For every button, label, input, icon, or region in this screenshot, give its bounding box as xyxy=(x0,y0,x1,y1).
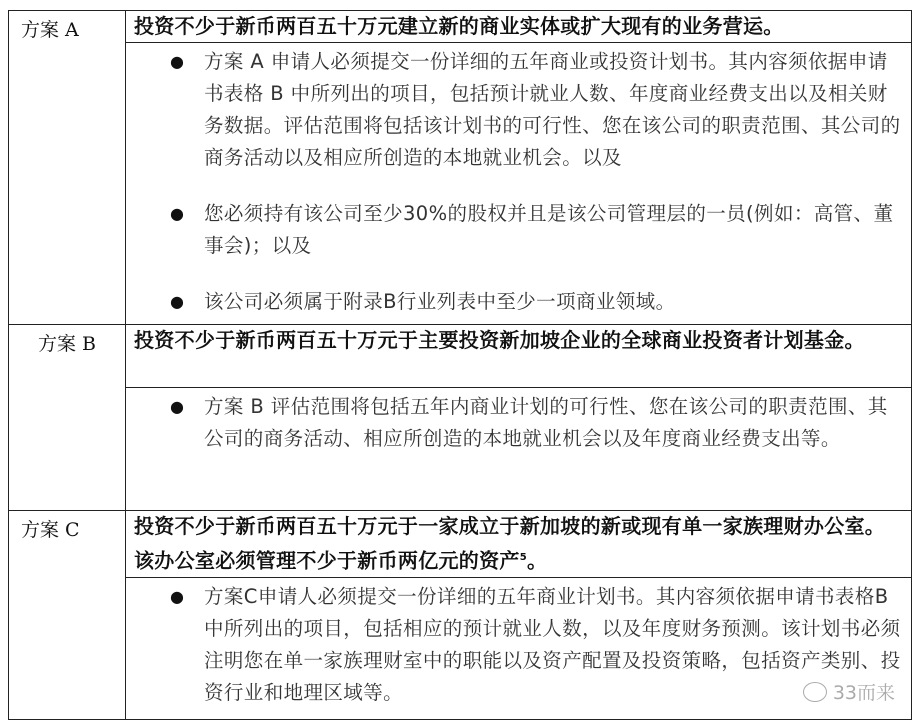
list-item: ● 方案C申请人必须提交一份详细的五年商业计划书。其内容须依据申请书表格B中所列出的项目，包括相应的预计就业人数，以及年度财务预测。该计划书必须注明您在单一家族理财室中的职能以及资产配置及投资策略，包括资产类别、投资行业和地理区域等。 xyxy=(126,581,901,709)
option-b-label: 方案 B xyxy=(9,325,126,511)
list-item: ● 方案 B 评估范围将包括五年内商业计划的可行性、您在该公司的职责范围、其公司的商务活动、相应所创造的本地就业机会以及年度商业经费支出等。 xyxy=(126,391,901,455)
watermark: 33而来 xyxy=(803,678,895,705)
list-item: ● 该公司必须属于附录B行业列表中至少一项商业领域。 xyxy=(126,286,901,318)
option-b-heading: 投资不少于新币两百五十万元于主要投资新加坡企业的全球商业投资者计划基金。 xyxy=(126,325,912,388)
option-c-heading: 投资不少于新币两百五十万元于一家成立于新加坡的新或现有单一家族理财办公室。该办公室必须管理不少于新币两亿元的资产$^5$。 xyxy=(126,511,912,578)
option-b-bullets xyxy=(126,391,901,455)
option-a-body xyxy=(126,43,912,325)
footnote-ref: 5 xyxy=(519,552,527,563)
investment-options-table xyxy=(8,10,912,720)
option-a-body-row xyxy=(9,43,912,325)
option-c-body xyxy=(126,577,912,719)
option-c-body-row xyxy=(9,577,912,719)
option-b-body xyxy=(126,388,912,511)
option-c-label: 方案 C xyxy=(9,511,126,720)
option-a-label: 方案 A xyxy=(9,11,126,325)
bullet-icon: ● xyxy=(170,292,185,311)
bullet-icon: ● xyxy=(170,52,185,71)
bullet-icon: ● xyxy=(170,586,185,606)
option-c-bullets xyxy=(126,581,901,709)
bullet-icon: ● xyxy=(170,397,185,416)
list-item: ● 方案 A 申请人必须提交一份详细的五年商业或投资计划书。其内容须依据申请书表格 B 中所列出的项目，包括预计就业人数、年度商业经费支出以及相关财务数据。评估范围将包括该计划书的可行性、您在该公司的职责范围、其公司的商务活动以及相应所创造的本地就业机会。以及 xyxy=(126,46,901,174)
option-b-body-row xyxy=(9,388,912,511)
wechat-icon xyxy=(803,682,827,702)
option-a-header-row xyxy=(9,11,912,43)
bullet-icon: ● xyxy=(170,204,185,223)
option-a-bullets xyxy=(126,46,901,318)
option-b-header-row xyxy=(9,325,912,388)
list-item: ● 您必须持有该公司至少30%的股权并且是该公司管理层的一员(例如：高管、董事会)；以及 xyxy=(126,198,901,262)
option-a-heading: 投资不少于新币两百五十万元建立新的商业实体或扩大现有的业务营运。 xyxy=(126,11,912,43)
option-c-header-row xyxy=(9,511,912,578)
